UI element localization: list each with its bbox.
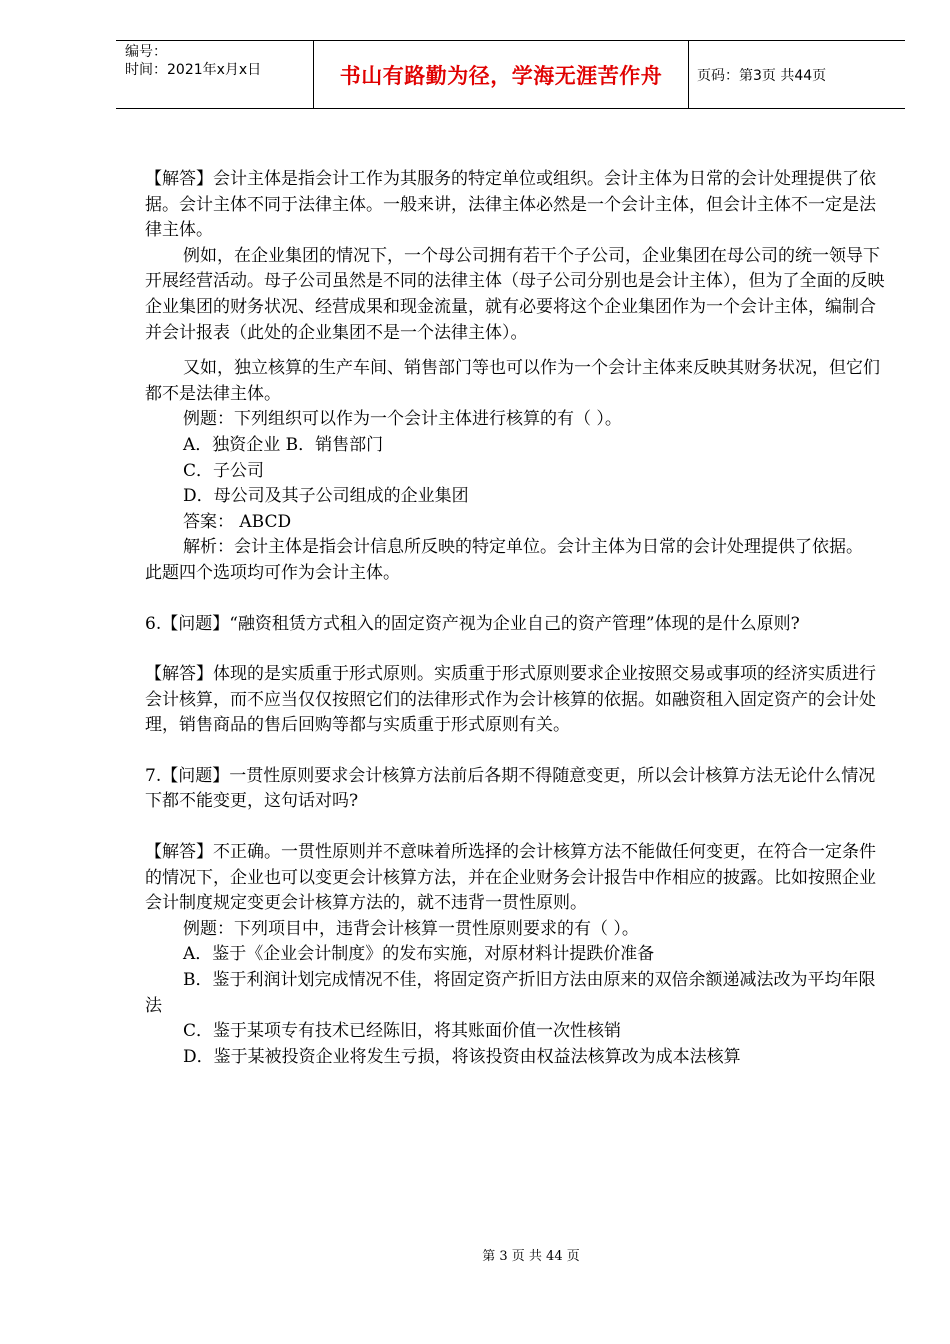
document-body [145, 167, 885, 1070]
option-ab: A．独资企业 B．销售部门 [183, 434, 384, 455]
example-paragraph-2: 又如，独立核算的生产车间、销售部门等也可以作为一个会计主体来反映其财务状况，但它们都不是法律主体。 [145, 358, 880, 404]
time-label: 时间：2021年x月x日 [125, 62, 262, 78]
option-d: D．母公司及其子公司组成的企业集团 [183, 486, 469, 507]
answer-7: 【解答】不正确。一贯性原则并不意味着所选择的会计核算方法不能做任何变更，在符合一定条件的情况下，企业也可以变更会计核算方法，并在企业财务会计报告中作相应的披露。比如按照企业会计制度规定变更会计核算方法的，就不违背一贯性原则。 [145, 842, 876, 914]
question-6: 6.【问题】“融资租赁方式租入的固定资产视为企业自己的资产管理”体现的是什么原则? [145, 613, 800, 634]
analysis-paragraph: 解析：会计主体是指会计信息所反映的特定单位。会计主体为日常的会计处理提供了依据。 此题四个选项均可作为会计主体。 [145, 537, 863, 583]
answer-6: 【解答】体现的是实质重于形式原则。实质重于形式原则要求企业按照交易或事项的经济实质进行会计核算，而不应当仅仅按照它们的法律形式作为会计核算的依据。如融资租入固定资产的会计处理，销售商品的售后回购等都与实质重于形式原则有关。 [145, 664, 876, 736]
question-stem-2: 例题：下列项目中，违背会计核算一贯性原则要求的有（ ）。 [183, 918, 639, 939]
answer-paragraph: 【解答】会计主体是指会计工作为其服务的特定单位或组织。会计主体为日常的会计处理提供了依据。会计主体不同于法律主体。一般来讲，法律主体必然是一个会计主体，但会计主体不一定是法律主体。 [145, 169, 876, 241]
option-c: C．子公司 [183, 460, 265, 481]
header-meta [116, 41, 314, 108]
answer-line: 答案： ABCD [183, 511, 292, 532]
page-header [116, 40, 905, 109]
header-motto: 书山有路勤为径，学海无涯苦作舟 [314, 41, 689, 108]
example-paragraph: 例如，在企业集团的情况下，一个母公司拥有若干个子公司，企业集团在母公司的统一领导下开展经营活动。母子公司虽然是不同的法律主体（母子公司分别也是会计主体），但为了全面的反映企业集团的财务状况、经营成果和现金流量，就有必要将这个企业集团作为一个会计主体，编制合并会计报表（此处的企业集团不是一个法律主体）。 [145, 245, 885, 343]
page-footer: 第 3 页 共 44 页 [482, 1249, 580, 1264]
header-page-info: 页码：第3页 共44页 [697, 67, 827, 84]
question-stem: 例题：下列组织可以作为一个会计主体进行核算的有（ ）。 [183, 409, 622, 430]
option-d-2: D．鉴于某被投资企业将发生亏损，将该投资由权益法核算改为成本法核算 [183, 1046, 741, 1067]
option-b-2: B．鉴于利润计划完成情况不佳，将固定资产折旧方法由原来的双倍余额递减法改为平均年限法 [145, 970, 876, 1016]
question-7: 7.【问题】一贯性原则要求会计核算方法前后各期不得随意变更，所以会计核算方法无论什么情况下都不能变更，这句话对吗? [145, 765, 876, 812]
option-c-2: C．鉴于某项专有技术已经陈旧，将其账面价值一次性核销 [183, 1021, 622, 1042]
option-a-2: A．鉴于《企业会计制度》的发布实施，对原材料计提跌价准备 [183, 944, 655, 965]
number-label: 编号： [125, 44, 167, 60]
